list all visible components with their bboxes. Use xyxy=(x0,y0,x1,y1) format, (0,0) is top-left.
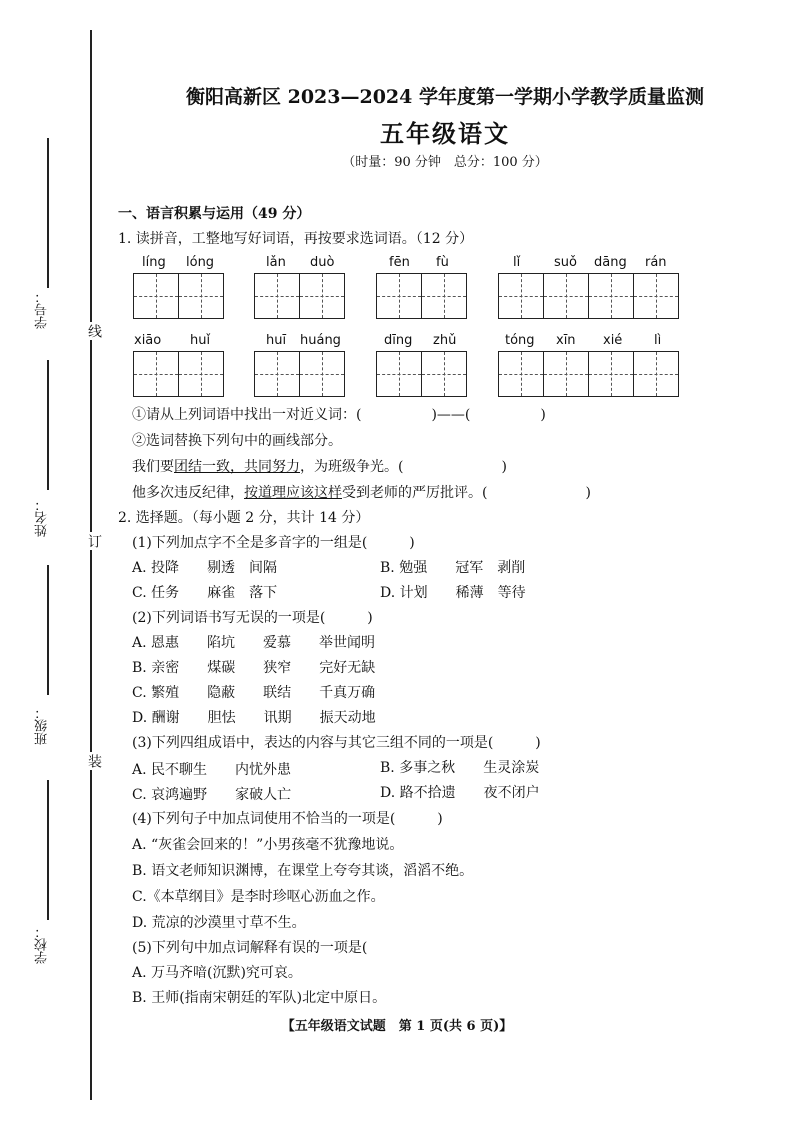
option: B. 勉强 冠军 剥削 xyxy=(380,560,526,576)
q2-title: 2. 选择题。（每小题 2 分，共计 14 分） xyxy=(118,510,370,526)
binding-char-line: 线 xyxy=(86,324,102,338)
pinyin: huáng xyxy=(300,333,341,348)
page-footer: 【五年级语文试题 第 1 页(共 6 页)】 xyxy=(281,1019,513,1034)
subject-title: 五年级语文 xyxy=(380,119,510,148)
writing-grid[interactable] xyxy=(498,273,679,319)
name-line xyxy=(47,360,49,490)
student-id-line xyxy=(47,138,49,288)
pinyin: lǎn xyxy=(266,255,286,270)
pinyin: suǒ xyxy=(554,255,577,270)
option: A. 民不聊生 内忧外患 xyxy=(132,762,292,778)
option: B. 多事之秋 生灵涂炭 xyxy=(380,760,540,776)
writing-grid[interactable] xyxy=(498,351,679,397)
class-line xyxy=(47,565,49,695)
exam-title: 衡阳高新区 2023—2024 学年度第一学期小学教学质量监测 xyxy=(186,86,704,108)
pinyin: dīng xyxy=(384,333,413,348)
q1-sub1: ①请从上列词语中找出一对近义词：( )——( ) xyxy=(132,407,546,423)
q2-p2: (2)下列词语书写无误的一项是( ) xyxy=(132,610,373,626)
pinyin: xiāo xyxy=(134,333,162,348)
writing-grid[interactable] xyxy=(376,351,467,397)
option: C. 任务 麻雀 落下 xyxy=(132,585,278,601)
pinyin: huǐ xyxy=(190,333,211,348)
binding-char-bind: 装 xyxy=(86,754,102,768)
writing-grid[interactable] xyxy=(133,273,224,319)
exam-meta: （时量：90 分钟 总分：100 分） xyxy=(342,155,548,170)
pinyin: fù xyxy=(436,255,449,270)
writing-grid[interactable] xyxy=(376,273,467,319)
pinyin: rán xyxy=(645,255,667,270)
binding-line xyxy=(90,30,92,1100)
pinyin: tóng xyxy=(505,333,535,348)
pinyin: lì xyxy=(654,333,662,348)
option: A. 投降 剔透 间隔 xyxy=(132,560,278,576)
q2-p4: (4)下列句子中加点词使用不恰当的一项是( ) xyxy=(132,811,443,827)
name-label: 姓名： xyxy=(35,498,50,537)
writing-grid[interactable] xyxy=(133,351,224,397)
writing-grid[interactable] xyxy=(254,273,345,319)
pinyin: líng xyxy=(142,255,166,270)
option: A. “灰雀会回来的！”小男孩毫不犹豫地说。 xyxy=(132,837,404,853)
q2-p5: (5)下列句中加点词解释有误的一项是( xyxy=(132,940,368,956)
option: C.《本草纲目》是李时珍呕心沥血之作。 xyxy=(132,889,385,905)
class-label: 班级： xyxy=(35,706,50,745)
q1-sub2: ②选词替换下列句中的画线部分。 xyxy=(132,433,342,449)
option: C. 哀鸿遍野 家破人亡 xyxy=(132,787,292,803)
q1-sentence2: 他多次违反纪律，按道理应该这样受到老师的严厉批评。( ) xyxy=(132,485,591,501)
option: D. 计划 稀薄 等待 xyxy=(380,585,526,601)
school-label: 学校： xyxy=(35,925,50,964)
binding-char-staple: 订 xyxy=(86,534,102,548)
pinyin: lǐ xyxy=(513,255,521,270)
pinyin: lóng xyxy=(186,255,215,270)
school-line xyxy=(47,780,49,920)
option: D. 酬谢 胆怯 讯期 振天动地 xyxy=(132,710,376,726)
option: C. 繁殖 隐蔽 联结 千真万确 xyxy=(132,685,376,701)
option: A. 万马齐喑(沉默)究可哀。 xyxy=(132,965,302,981)
option: A. 恩惠 陷坑 爱慕 举世闻明 xyxy=(132,635,376,651)
pinyin: dāng xyxy=(594,255,627,270)
pinyin: duò xyxy=(310,255,335,270)
pinyin: xīn xyxy=(556,333,576,348)
q1-sentence1: 我们要团结一致，共同努力，为班级争光。( ) xyxy=(132,459,507,475)
section1-title: 一、语言积累与运用（49 分） xyxy=(118,206,311,222)
pinyin: fēn xyxy=(389,255,410,270)
option: B. 亲密 煤碳 狭窄 完好无缺 xyxy=(132,660,376,676)
option: B. 王师(指南宋朝廷的军队)北定中原日。 xyxy=(132,990,387,1006)
pinyin: zhǔ xyxy=(433,333,457,348)
pinyin: huī xyxy=(266,333,287,348)
q2-p1: (1)下列加点字不全是多音字的一组是( ) xyxy=(132,535,415,551)
writing-grid[interactable] xyxy=(254,351,345,397)
pinyin: xié xyxy=(603,333,623,348)
option: B. 语文老师知识渊博，在课堂上夸夸其谈，滔滔不绝。 xyxy=(132,863,474,879)
student-id-label: 学号： xyxy=(35,290,50,329)
q2-p3: (3)下列四组成语中，表达的内容与其它三组不同的一项是( ) xyxy=(132,735,541,751)
q1-title: 1. 读拼音，工整地写好词语，再按要求选词语。（12 分） xyxy=(118,231,474,247)
option: D. 路不拾遗 夜不闭户 xyxy=(380,785,540,801)
option: D. 荒凉的沙漠里寸草不生。 xyxy=(132,915,306,931)
